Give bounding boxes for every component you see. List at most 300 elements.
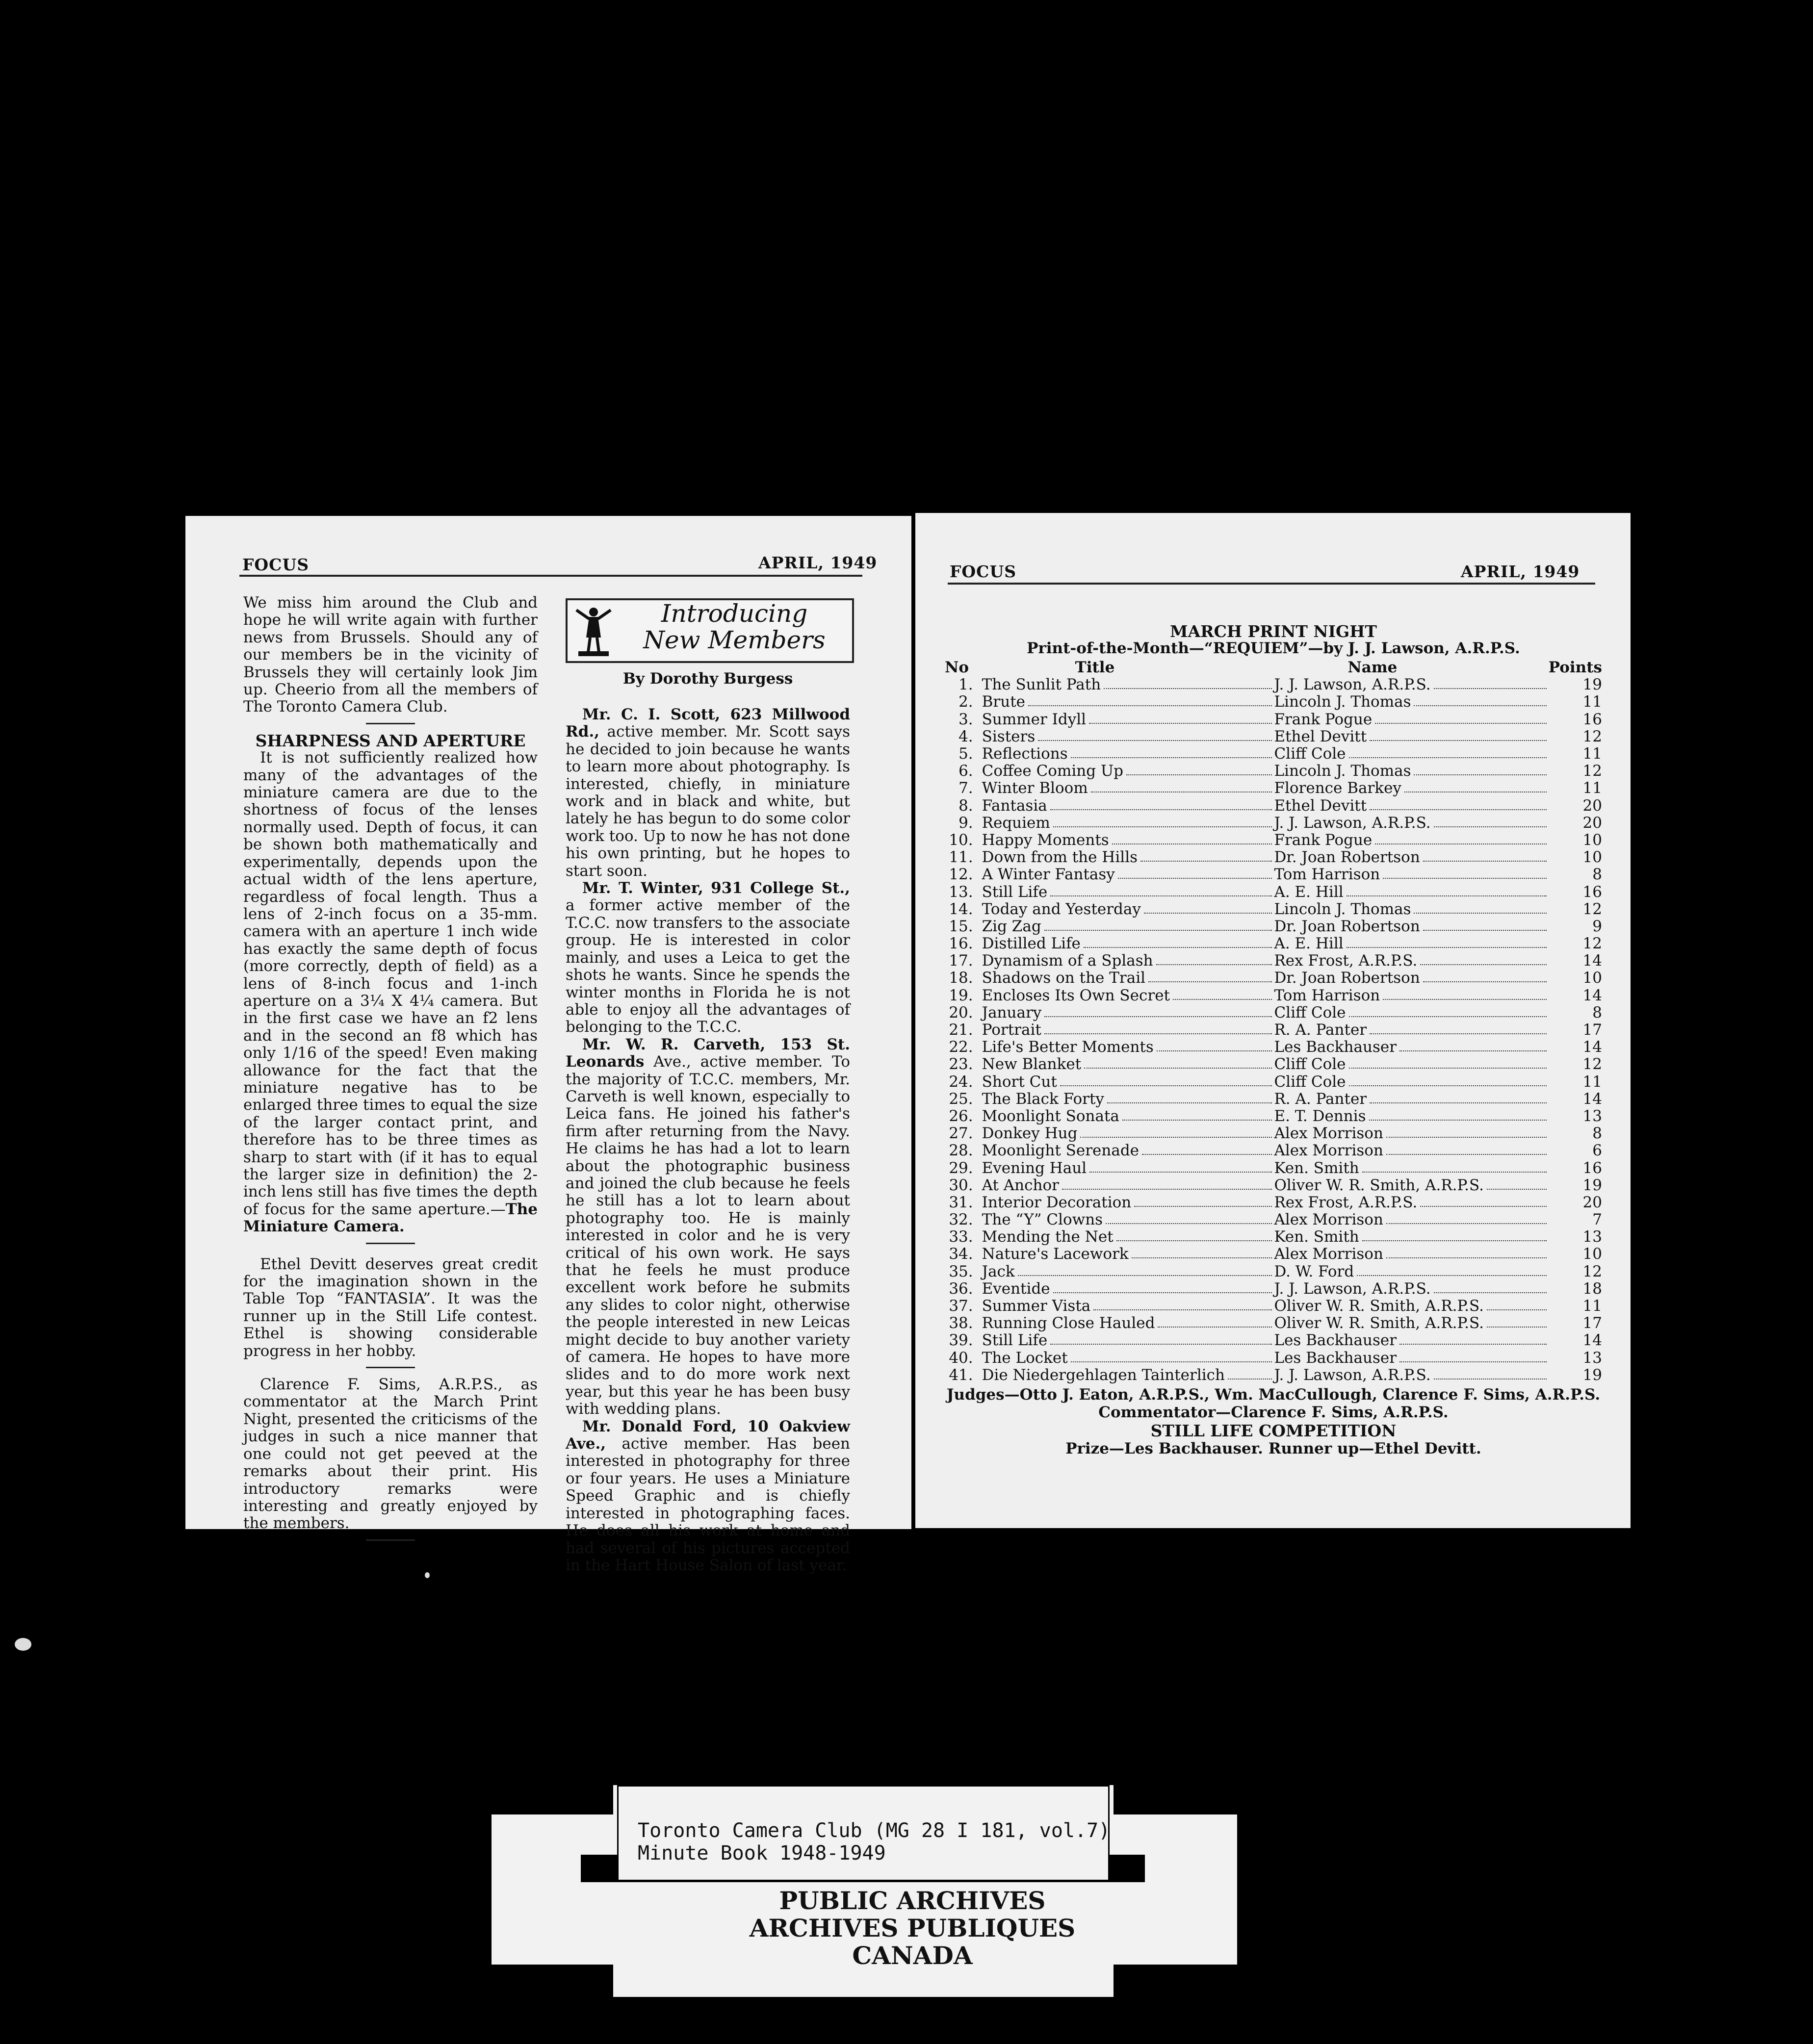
row-title-cell <box>982 832 1274 849</box>
leader-dots <box>1148 981 1272 982</box>
row-points: 8 <box>1592 1003 1602 1022</box>
row-number: 11. <box>949 848 973 867</box>
leader-dots <box>1071 757 1272 758</box>
row-name-cell <box>1274 1367 1548 1384</box>
row-name: Frank Pogue <box>1274 710 1373 728</box>
leader-dots <box>1386 1137 1547 1138</box>
row-name-cell <box>1274 1280 1548 1298</box>
row-points: 14 <box>1582 986 1602 1004</box>
row-name-cell <box>1274 883 1548 900</box>
leader-dots <box>1420 964 1546 965</box>
row-points: 10 <box>1582 969 1602 987</box>
row-points: 10 <box>1582 831 1602 849</box>
row-name: Les Backhauser <box>1274 1349 1397 1367</box>
leader-dots <box>1370 1102 1547 1103</box>
row-points: 13 <box>1582 1107 1602 1125</box>
row-title-cell <box>982 1263 1274 1280</box>
row-name: J. J. Lawson, A.R.P.S. <box>1274 676 1431 694</box>
row-points: 13 <box>1582 1228 1602 1246</box>
row-title-cell <box>982 1159 1274 1176</box>
leader-dots <box>1423 981 1547 982</box>
row-title: At Anchor <box>982 1176 1059 1194</box>
row-name-cell <box>1274 952 1548 970</box>
leader-dots <box>1487 1189 1547 1190</box>
row-name: Tom Harrison <box>1274 986 1380 1004</box>
row-title: Sisters <box>982 727 1036 745</box>
row-title-cell <box>982 1315 1274 1332</box>
leader-dots <box>1084 947 1272 948</box>
left-page <box>185 516 911 1574</box>
row-number: 23. <box>949 1055 973 1073</box>
row-number: 7. <box>958 779 973 797</box>
leader-dots <box>1044 930 1272 931</box>
leader-dots <box>1132 1257 1272 1258</box>
table-row <box>945 1142 1602 1159</box>
row-number: 2. <box>958 693 973 711</box>
table-row <box>945 1298 1602 1315</box>
row-name-cell <box>1274 918 1548 935</box>
film-speck <box>15 1638 31 1651</box>
leader-dots <box>1423 861 1547 862</box>
leader-dots <box>1349 1016 1547 1017</box>
table-row <box>945 901 1602 918</box>
left-header-date: APRIL, 1949 <box>758 553 878 572</box>
row-name-cell <box>1274 1108 1548 1125</box>
row-name-cell <box>1274 745 1548 763</box>
row-title: New Blanket <box>982 1055 1082 1073</box>
row-title: Brute <box>982 693 1026 711</box>
row-name: A. E. Hill <box>1274 935 1344 953</box>
row-name-cell <box>1274 780 1548 797</box>
row-name: Tom Harrison <box>1274 866 1380 884</box>
row-points: 20 <box>1582 814 1602 832</box>
row-name-cell <box>1274 1350 1548 1367</box>
row-title: The “Y” Clowns <box>982 1211 1103 1229</box>
leader-dots <box>1157 1050 1272 1051</box>
row-points: 11 <box>1582 1297 1602 1315</box>
row-number: 19. <box>949 986 973 1004</box>
leader-dots <box>1414 705 1546 706</box>
row-name: Cliff Cole <box>1274 1055 1346 1073</box>
row-number: 27. <box>949 1124 973 1143</box>
row-title: Mending the Net <box>982 1228 1114 1246</box>
row-points: 14 <box>1582 1090 1602 1108</box>
leader-dots <box>1487 1327 1547 1328</box>
row-title-cell <box>982 1280 1274 1298</box>
row-title: Summer Idyll <box>982 710 1087 728</box>
leader-dots <box>1383 999 1547 1000</box>
row-points: 12 <box>1582 935 1602 953</box>
table-row <box>945 1228 1602 1246</box>
member-name: Mr. C. I. Scott, 623 Millwood Rd., <box>566 706 850 741</box>
table-row <box>945 1056 1602 1073</box>
row-title-cell <box>982 883 1274 900</box>
member-entry: Mr. C. I. Scott, 623 Millwood Rd., active member. Mr. Scott says he decided to join because he wants to learn more about photography. Is interested, chiefly, in miniature work and in black and white, but lately he has begun to do some color work too. Up to now he has not done his own printing, but he hopes to start soon. <box>566 706 850 880</box>
row-name-cell <box>1274 1142 1548 1159</box>
leader-dots <box>1370 740 1547 741</box>
separator <box>366 1367 415 1368</box>
row-name: Oliver W. R. Smith, A.R.P.S. <box>1274 1297 1484 1315</box>
byline: By Dorothy Burgess <box>622 670 793 688</box>
left-header-rule <box>239 575 862 577</box>
row-number: 1. <box>958 676 973 694</box>
leader-dots <box>1053 1292 1272 1293</box>
right-page <box>915 513 1631 1528</box>
leader-dots <box>1414 913 1546 914</box>
leader-dots <box>1062 1189 1272 1190</box>
row-points: 11 <box>1582 779 1602 797</box>
row-number: 6. <box>958 762 973 780</box>
row-title: Eventide <box>982 1279 1050 1298</box>
member-name: Mr. Donald Ford, 10 Oakview Ave., <box>566 1417 850 1453</box>
row-name-cell <box>1274 987 1548 1004</box>
row-title: A Winter Fantasy <box>982 866 1115 884</box>
row-title-cell <box>982 1298 1274 1315</box>
row-title-cell <box>982 1108 1274 1125</box>
stamp-line-3: CANADA <box>852 1941 973 1970</box>
table-row <box>945 1350 1602 1367</box>
row-number: 34. <box>949 1245 973 1263</box>
row-name-cell <box>1274 1004 1548 1022</box>
leader-dots <box>1386 1257 1547 1258</box>
leader-dots <box>1053 826 1272 827</box>
row-name: Alex Morrison <box>1274 1245 1383 1263</box>
leader-dots <box>1156 964 1272 965</box>
row-name: Ken. Smith <box>1274 1159 1359 1177</box>
leader-dots <box>1347 947 1547 948</box>
leader-dots <box>1370 809 1547 810</box>
leader-dots <box>1399 1050 1547 1051</box>
leader-dots <box>1399 1344 1547 1345</box>
row-title-cell <box>982 1004 1274 1022</box>
row-points: 19 <box>1582 676 1602 694</box>
row-name: R. A. Panter <box>1274 1021 1367 1039</box>
leader-dots <box>1084 1068 1272 1069</box>
leader-dots <box>1423 930 1547 931</box>
table-row <box>945 883 1602 900</box>
leader-dots <box>1089 723 1272 724</box>
table-row <box>945 815 1602 832</box>
row-title: Dynamism of a Splash <box>982 952 1153 970</box>
row-name-cell <box>1274 1194 1548 1211</box>
leader-dots <box>1487 1309 1547 1310</box>
row-number: 25. <box>949 1090 973 1108</box>
article-paragraph: It is not sufficiently realized how many of the advantages of the miniature camera are due to the shortness of focus of the lenses normally used. Depth of focus, it can be shown both mathematically and experimentally, depends upon the actual width of the lens aperture, regardless of focal length. Thus a lens of 2-inch focus on a 35-mm. camera with an aperture 1 inch wide has exactly the same depth of focus (more correctly, depth of field) as a lens of 8-inch focus and 1-inch aperture on a 3¼ X 4¼ camera. But in the first case we have an f2 lens and in the second an f8 which has only 1/16 of the speed! Even making allowance for the fact that the miniature negative has to be enlarged three times to equal the size of the larger contact print, and therefore has to be three times as sharp to start with (if it has to equal the larger size in definition) the 2-inch lens still has five times the depth of focus for the same aperture.—The Miniature Camera. <box>243 749 538 1236</box>
separator <box>366 723 415 724</box>
table-row <box>945 970 1602 987</box>
table-row <box>945 849 1602 866</box>
row-name-cell <box>1274 832 1548 849</box>
row-number: 9. <box>958 814 973 832</box>
row-title-cell <box>982 815 1274 832</box>
row-name-cell <box>1274 1125 1548 1142</box>
row-name: Dr. Joan Robertson <box>1274 969 1420 987</box>
leader-dots <box>1228 1379 1272 1380</box>
row-title: Today and Yesterday <box>982 900 1141 918</box>
row-title-cell <box>982 693 1274 711</box>
row-name-cell <box>1274 1056 1548 1073</box>
row-title-cell <box>982 676 1274 693</box>
row-title-cell <box>982 1091 1274 1108</box>
leader-dots <box>1071 1361 1272 1362</box>
row-points: 11 <box>1582 745 1602 763</box>
row-name: Rex Frost, A.R.P.S. <box>1274 1193 1418 1211</box>
row-number: 20. <box>949 1003 973 1022</box>
row-title: Shadows on the Trail <box>982 969 1146 987</box>
row-number: 4. <box>958 727 973 745</box>
row-number: 39. <box>949 1331 973 1350</box>
ethel-paragraph: Ethel Devitt deserves great credit for the imagination shown in the Table Top “FANTASIA”. It was the runner up in the Still Life contest. Ethel is showing considerable progress in her hobby. <box>243 1255 538 1360</box>
table-row <box>945 1004 1602 1022</box>
row-number: 40. <box>949 1349 973 1367</box>
left-column-2 <box>566 706 850 1574</box>
row-name: Dr. Joan Robertson <box>1274 917 1420 935</box>
row-name-cell <box>1274 901 1548 918</box>
row-name: Alex Morrison <box>1274 1142 1383 1160</box>
row-title: Moonlight Sonata <box>982 1107 1119 1125</box>
leader-dots <box>1106 1223 1272 1224</box>
row-title-cell <box>982 1211 1274 1228</box>
row-number: 13. <box>949 883 973 901</box>
row-name-cell <box>1274 970 1548 987</box>
row-name-cell <box>1274 693 1548 711</box>
judges-line: Judges—Otto J. Eaton, A.R.P.S., Wm. MacCullough, Clarence F. Sims, A.R.P.S. <box>946 1386 1601 1404</box>
table-row <box>945 1194 1602 1211</box>
member-name: Mr. T. Winter, 931 College St., <box>582 879 850 897</box>
row-number: 30. <box>949 1176 973 1194</box>
leader-dots <box>1118 878 1272 879</box>
row-points: 19 <box>1582 1366 1602 1384</box>
left-header-title: FOCUS <box>242 555 310 574</box>
leader-dots <box>1414 774 1546 775</box>
leader-dots <box>1122 1120 1272 1121</box>
row-points: 13 <box>1582 1349 1602 1367</box>
leader-dots <box>1050 895 1272 896</box>
leader-dots <box>1375 723 1546 724</box>
row-title-cell <box>982 797 1274 815</box>
row-title-cell <box>982 1073 1274 1091</box>
row-title: Life's Better Moments <box>982 1038 1154 1056</box>
row-name-cell <box>1274 1177 1548 1194</box>
row-name: Dr. Joan Robertson <box>1274 848 1420 867</box>
row-title-cell <box>982 952 1274 970</box>
row-title: Coffee Coming Up <box>982 762 1123 780</box>
row-title: The Sunlit Path <box>982 676 1101 694</box>
row-points: 14 <box>1582 1038 1602 1056</box>
row-number: 33. <box>949 1228 973 1246</box>
row-points: 16 <box>1582 883 1602 901</box>
member-entry: Mr. T. Winter, 931 College St., a former active member of the T.C.C. now transfers to the associate group. He is interested in color mainly, and uses a Leica to get the shots he wants. Since he spends the winter months in Florida he is not able to enjoy all the advantages of belonging to the T.C.C. <box>566 879 850 1036</box>
row-name-cell <box>1274 1246 1548 1263</box>
table-row <box>945 1246 1602 1263</box>
col-header-no: No <box>945 659 969 677</box>
row-points: 14 <box>1582 952 1602 970</box>
archives-stamp <box>687 1887 1138 1969</box>
leader-dots <box>1140 861 1272 862</box>
leader-dots <box>1080 1137 1272 1138</box>
article-heading: SHARPNESS AND APERTURE <box>255 731 526 750</box>
row-name: Les Backhauser <box>1274 1038 1397 1056</box>
row-title: The Locket <box>982 1349 1068 1367</box>
leader-dots <box>1399 1361 1547 1362</box>
row-title: Nature's Lacework <box>982 1245 1129 1263</box>
row-title-cell <box>982 1350 1274 1367</box>
row-title-cell <box>982 1022 1274 1039</box>
row-points: 16 <box>1582 1159 1602 1177</box>
row-points: 14 <box>1582 1331 1602 1350</box>
row-name-cell <box>1274 1315 1548 1332</box>
row-number: 37. <box>949 1297 973 1315</box>
separator <box>366 1243 415 1244</box>
still-life-title: STILL LIFE COMPETITION <box>1150 1421 1397 1440</box>
row-title-cell <box>982 1367 1274 1384</box>
row-title-cell <box>982 849 1274 866</box>
row-number: 18. <box>949 969 973 987</box>
row-name: Rex Frost, A.R.P.S. <box>1274 952 1418 970</box>
leader-dots <box>1089 1172 1272 1173</box>
row-title: Running Close Hauled <box>982 1314 1155 1332</box>
row-name: Lincoln J. Thomas <box>1274 762 1411 780</box>
row-points: 12 <box>1582 1055 1602 1073</box>
table-row <box>945 1177 1602 1194</box>
row-title-cell <box>982 763 1274 780</box>
row-title-cell <box>982 1332 1274 1349</box>
row-name-cell <box>1274 1263 1548 1280</box>
row-name-cell <box>1274 1073 1548 1091</box>
row-number: 26. <box>949 1107 973 1125</box>
row-name-cell <box>1274 1039 1548 1056</box>
results-table <box>945 659 1602 1384</box>
row-title: Distilled Life <box>982 935 1081 953</box>
table-row <box>945 1280 1602 1298</box>
row-name: D. W. Ford <box>1274 1262 1354 1280</box>
table-row <box>945 676 1602 693</box>
leader-dots <box>1142 1154 1272 1155</box>
table-row <box>945 1367 1602 1384</box>
table-row <box>945 1108 1602 1125</box>
row-points: 9 <box>1592 917 1602 935</box>
row-points: 8 <box>1592 1124 1602 1143</box>
row-title: Winter Bloom <box>982 779 1088 797</box>
row-title-cell <box>982 901 1274 918</box>
stamp-line-2: ARCHIVES PUBLIQUES <box>749 1914 1076 1942</box>
table-row <box>945 832 1602 849</box>
leader-dots <box>1434 1292 1547 1293</box>
archive-line-1: Toronto Camera Club (MG 28 I 181, vol.7) <box>638 1819 1111 1842</box>
leader-dots <box>1044 1033 1272 1034</box>
row-title-cell <box>982 1194 1274 1211</box>
table-row <box>945 1211 1602 1228</box>
row-number: 14. <box>949 900 973 918</box>
leader-dots <box>1349 1085 1547 1086</box>
table-row <box>945 693 1602 711</box>
row-number: 12. <box>949 866 973 884</box>
archive-line-2: Minute Book 1948-1949 <box>638 1842 886 1865</box>
table-row <box>945 711 1602 728</box>
row-name-cell <box>1274 815 1548 832</box>
row-title: Portrait <box>982 1021 1041 1039</box>
leader-dots <box>1434 688 1547 689</box>
row-number: 36. <box>949 1279 973 1298</box>
table-row <box>945 1039 1602 1056</box>
row-points: 6 <box>1592 1142 1602 1160</box>
row-title: Encloses Its Own Secret <box>982 986 1170 1004</box>
row-name-cell <box>1274 763 1548 780</box>
row-points: 20 <box>1582 1193 1602 1211</box>
row-title: Die Niedergehlagen Tainterlich <box>982 1366 1225 1384</box>
row-points: 10 <box>1582 1245 1602 1263</box>
table-row <box>945 1159 1602 1176</box>
row-title: Reflections <box>982 745 1068 763</box>
leader-dots <box>1347 895 1547 896</box>
table-row <box>945 728 1602 745</box>
article-source: The Miniature Camera. <box>243 1200 538 1236</box>
table-row <box>945 763 1602 780</box>
intro-paragraph: We miss him around the Club and hope he will write again with further news from Brussels. Should any of our members be in the vicinity of Brussels they will certainly look Jim up. Cheerio from all the members of The Toronto Camera Club. <box>243 594 538 716</box>
row-name-cell <box>1274 1211 1548 1228</box>
row-number: 17. <box>949 952 973 970</box>
row-name: Lincoln J. Thomas <box>1274 900 1411 918</box>
row-name-cell <box>1274 711 1548 728</box>
row-title-cell <box>982 711 1274 728</box>
row-number: 32. <box>949 1211 973 1229</box>
row-title-cell <box>982 780 1274 797</box>
row-points: 16 <box>1582 710 1602 728</box>
row-title-cell <box>982 745 1274 763</box>
table-row <box>945 745 1602 763</box>
row-name-cell <box>1274 849 1548 866</box>
row-name: Alex Morrison <box>1274 1211 1383 1229</box>
row-points: 17 <box>1582 1314 1602 1332</box>
left-column-1 <box>243 594 538 1549</box>
row-title: Fantasia <box>982 796 1047 815</box>
row-number: 38. <box>949 1314 973 1332</box>
print-night-title: MARCH PRINT NIGHT <box>1170 622 1377 641</box>
row-title-cell <box>982 1039 1274 1056</box>
row-name-cell <box>1274 935 1548 952</box>
row-title-cell <box>982 935 1274 952</box>
row-title: Still Life <box>982 883 1048 901</box>
row-points: 10 <box>1582 848 1602 867</box>
col-header-title: Title <box>1075 659 1115 677</box>
row-number: 28. <box>949 1142 973 1160</box>
row-title-cell <box>982 1142 1274 1159</box>
row-title-cell <box>982 918 1274 935</box>
print-of-month: Print-of-the-Month—“REQUIEM”—by J. J. Lawson, A.R.P.S. <box>1027 639 1520 657</box>
row-number: 16. <box>949 935 973 953</box>
row-points: 8 <box>1592 866 1602 884</box>
leader-dots <box>1420 1206 1546 1207</box>
row-title: Requiem <box>982 814 1050 832</box>
table-row <box>945 780 1602 797</box>
row-name: E. T. Dennis <box>1274 1107 1366 1125</box>
row-title: Zig Zag <box>982 917 1041 935</box>
member-name: Mr. W. R. Carveth, 153 St. Leonards <box>566 1035 850 1071</box>
row-number: 10. <box>949 831 973 849</box>
row-title-cell <box>982 987 1274 1004</box>
col-header-name: Name <box>1347 659 1398 677</box>
leader-dots <box>1112 843 1272 844</box>
row-points: 11 <box>1582 693 1602 711</box>
row-name-cell <box>1274 797 1548 815</box>
leader-dots <box>1375 843 1546 844</box>
leader-dots <box>1386 1223 1547 1224</box>
row-points: 17 <box>1582 1021 1602 1039</box>
results-body <box>945 676 1602 1384</box>
table-header-row <box>945 659 1602 676</box>
leader-dots <box>1434 826 1547 827</box>
leader-dots <box>1383 878 1547 879</box>
